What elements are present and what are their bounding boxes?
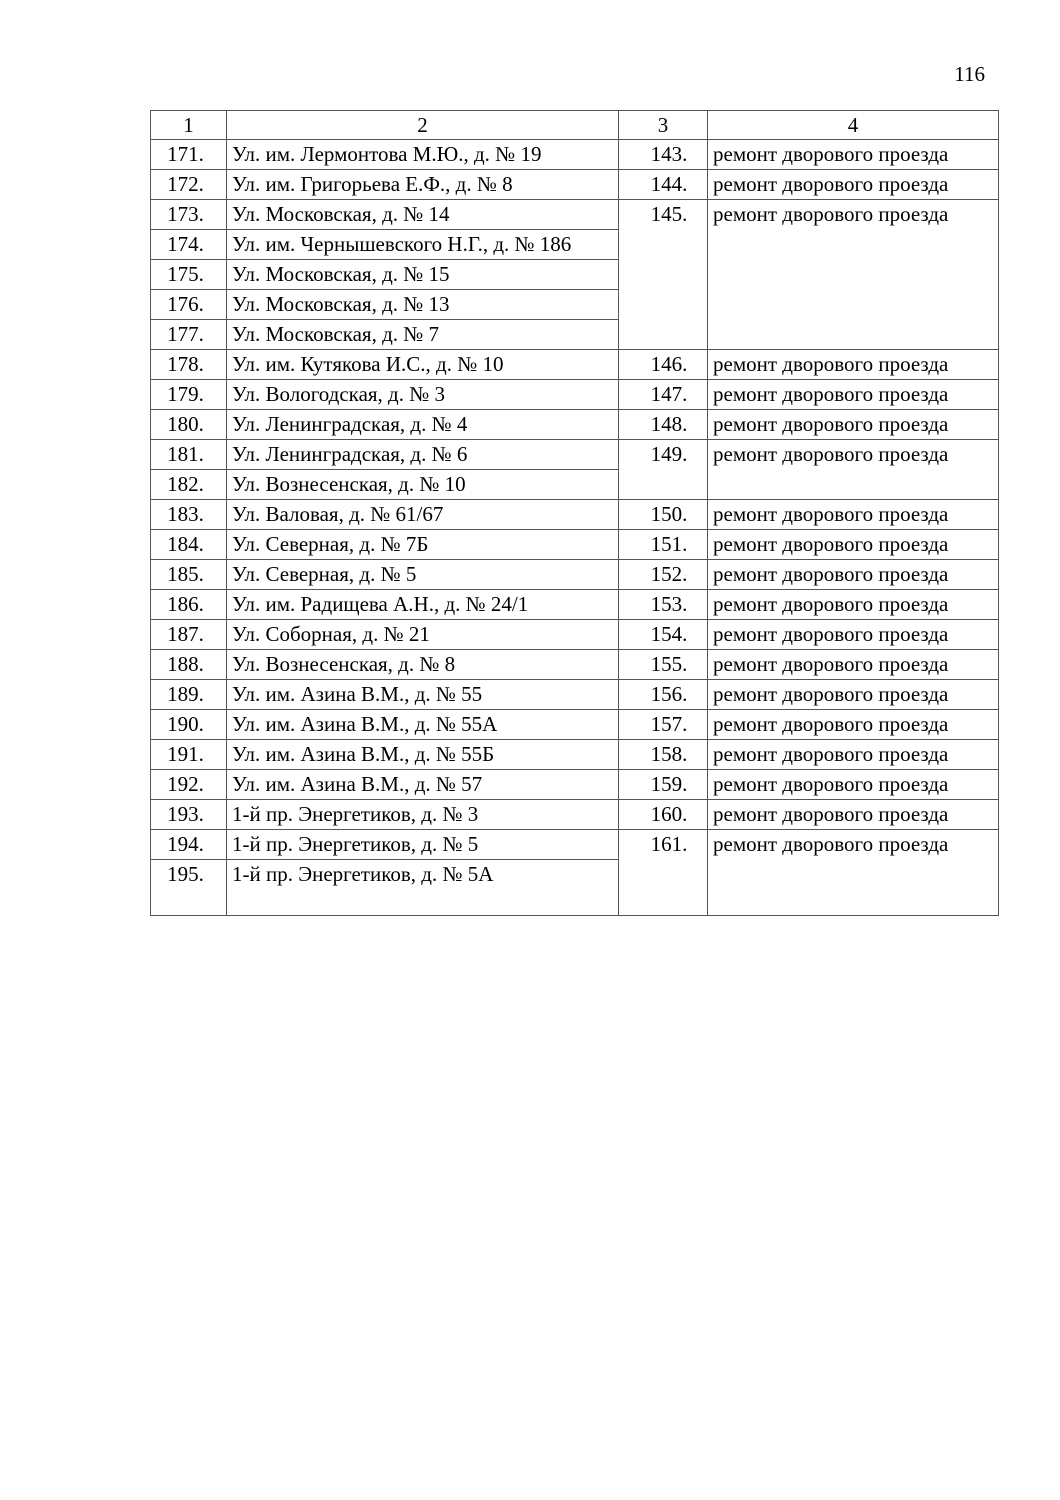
object-number: 144. bbox=[619, 170, 708, 200]
table-row bbox=[151, 800, 999, 830]
row-address: Ул. им. Чернышевского Н.Г., д. № 186 bbox=[227, 230, 619, 260]
address-table bbox=[150, 110, 999, 916]
table-row bbox=[151, 560, 999, 590]
row-address: Ул. им. Азина В.М., д. № 55А bbox=[227, 710, 619, 740]
table-row bbox=[151, 200, 999, 230]
table-row bbox=[151, 530, 999, 560]
row-number: 189. bbox=[151, 680, 227, 710]
row-address: 1-й пр. Энергетиков, д. № 3 bbox=[227, 800, 619, 830]
object-number: 157. bbox=[619, 710, 708, 740]
row-address: 1-й пр. Энергетиков, д. № 5 bbox=[227, 830, 619, 860]
row-number: 176. bbox=[151, 290, 227, 320]
object-number: 155. bbox=[619, 650, 708, 680]
table-row bbox=[151, 710, 999, 740]
row-number: 194. bbox=[151, 830, 227, 860]
row-address: Ул. им. Азина В.М., д. № 55 bbox=[227, 680, 619, 710]
row-number: 190. bbox=[151, 710, 227, 740]
table-row bbox=[151, 170, 999, 200]
object-number: 154. bbox=[619, 620, 708, 650]
row-number: 173. bbox=[151, 200, 227, 230]
row-address: Ул. Московская, д. № 14 bbox=[227, 200, 619, 230]
row-number: 182. bbox=[151, 470, 227, 500]
row-number: 191. bbox=[151, 740, 227, 770]
table-row bbox=[151, 680, 999, 710]
table-row bbox=[151, 410, 999, 440]
row-number: 178. bbox=[151, 350, 227, 380]
object-number: 148. bbox=[619, 410, 708, 440]
work-type: ремонт дворового проезда bbox=[708, 620, 999, 650]
object-number: 158. bbox=[619, 740, 708, 770]
row-address: Ул. Вологодская, д. № 3 bbox=[227, 380, 619, 410]
work-type: ремонт дворового проезда bbox=[708, 350, 999, 380]
table-row bbox=[151, 650, 999, 680]
work-type: ремонт дворового проезда bbox=[708, 680, 999, 710]
row-number: 185. bbox=[151, 560, 227, 590]
object-number: 143. bbox=[619, 140, 708, 170]
column-header-2: 2 bbox=[227, 111, 619, 140]
row-number: 192. bbox=[151, 770, 227, 800]
row-address: Ул. Московская, д. № 13 bbox=[227, 290, 619, 320]
object-number: 145. bbox=[619, 200, 708, 350]
column-header-3: 3 bbox=[619, 111, 708, 140]
table-row bbox=[151, 740, 999, 770]
object-number: 153. bbox=[619, 590, 708, 620]
table-row bbox=[151, 830, 999, 860]
row-address: Ул. Соборная, д. № 21 bbox=[227, 620, 619, 650]
object-number: 147. bbox=[619, 380, 708, 410]
table-row bbox=[151, 770, 999, 800]
row-number: 179. bbox=[151, 380, 227, 410]
object-number: 146. bbox=[619, 350, 708, 380]
object-number: 159. bbox=[619, 770, 708, 800]
table-row bbox=[151, 380, 999, 410]
row-number: 184. bbox=[151, 530, 227, 560]
work-type: ремонт дворового проезда bbox=[708, 380, 999, 410]
table-row bbox=[151, 140, 999, 170]
work-type: ремонт дворового проезда bbox=[708, 170, 999, 200]
row-address: Ул. им. Азина В.М., д. № 57 bbox=[227, 770, 619, 800]
row-number: 172. bbox=[151, 170, 227, 200]
work-type: ремонт дворового проезда bbox=[708, 770, 999, 800]
row-address: Ул. им. Кутякова И.С., д. № 10 bbox=[227, 350, 619, 380]
row-address: Ул. Вознесенская, д. № 10 bbox=[227, 470, 619, 500]
row-number: 183. bbox=[151, 500, 227, 530]
row-number: 187. bbox=[151, 620, 227, 650]
table-row bbox=[151, 500, 999, 530]
work-type: ремонт дворового проезда bbox=[708, 200, 999, 350]
row-address: Ул. им. Азина В.М., д. № 55Б bbox=[227, 740, 619, 770]
work-type: ремонт дворового проезда bbox=[708, 410, 999, 440]
row-address: Ул. Московская, д. № 7 bbox=[227, 320, 619, 350]
row-number: 186. bbox=[151, 590, 227, 620]
object-number: 149. bbox=[619, 440, 708, 500]
row-number: 174. bbox=[151, 230, 227, 260]
row-number: 181. bbox=[151, 440, 227, 470]
row-number: 195. bbox=[151, 860, 227, 916]
work-type: ремонт дворового проезда bbox=[708, 500, 999, 530]
row-number: 175. bbox=[151, 260, 227, 290]
column-header-1: 1 bbox=[151, 111, 227, 140]
row-address: Ул. Северная, д. № 7Б bbox=[227, 530, 619, 560]
object-number: 160. bbox=[619, 800, 708, 830]
row-address: Ул. им. Лермонтова М.Ю., д. № 19 bbox=[227, 140, 619, 170]
work-type: ремонт дворового проезда bbox=[708, 590, 999, 620]
object-number: 151. bbox=[619, 530, 708, 560]
work-type: ремонт дворового проезда bbox=[708, 710, 999, 740]
row-number: 177. bbox=[151, 320, 227, 350]
row-address: Ул. Ленинградская, д. № 6 bbox=[227, 440, 619, 470]
row-number: 180. bbox=[151, 410, 227, 440]
work-type: ремонт дворового проезда bbox=[708, 440, 999, 500]
row-address: Ул. Ленинградская, д. № 4 bbox=[227, 410, 619, 440]
row-number: 171. bbox=[151, 140, 227, 170]
object-number: 152. bbox=[619, 560, 708, 590]
object-number: 161. bbox=[619, 830, 708, 916]
work-type: ремонт дворового проезда bbox=[708, 560, 999, 590]
row-address: Ул. Вознесенская, д. № 8 bbox=[227, 650, 619, 680]
row-address: Ул. им. Григорьева Е.Ф., д. № 8 bbox=[227, 170, 619, 200]
column-header-4: 4 bbox=[708, 111, 999, 140]
work-type: ремонт дворового проезда bbox=[708, 530, 999, 560]
table-header-row bbox=[151, 111, 999, 140]
work-type: ремонт дворового проезда bbox=[708, 830, 999, 916]
table-row bbox=[151, 440, 999, 470]
row-address: Ул. им. Радищева А.Н., д. № 24/1 bbox=[227, 590, 619, 620]
work-type: ремонт дворового проезда bbox=[708, 650, 999, 680]
object-number: 150. bbox=[619, 500, 708, 530]
table-row bbox=[151, 590, 999, 620]
row-address: 1-й пр. Энергетиков, д. № 5А bbox=[227, 860, 619, 916]
row-address: Ул. Московская, д. № 15 bbox=[227, 260, 619, 290]
work-type: ремонт дворового проезда bbox=[708, 140, 999, 170]
work-type: ремонт дворового проезда bbox=[708, 800, 999, 830]
table-row bbox=[151, 350, 999, 380]
table-row bbox=[151, 620, 999, 650]
row-number: 193. bbox=[151, 800, 227, 830]
object-number: 156. bbox=[619, 680, 708, 710]
row-address: Ул. Северная, д. № 5 bbox=[227, 560, 619, 590]
page-number: 116 bbox=[954, 62, 985, 86]
work-type: ремонт дворового проезда bbox=[708, 740, 999, 770]
row-number: 188. bbox=[151, 650, 227, 680]
row-address: Ул. Валовая, д. № 61/67 bbox=[227, 500, 619, 530]
